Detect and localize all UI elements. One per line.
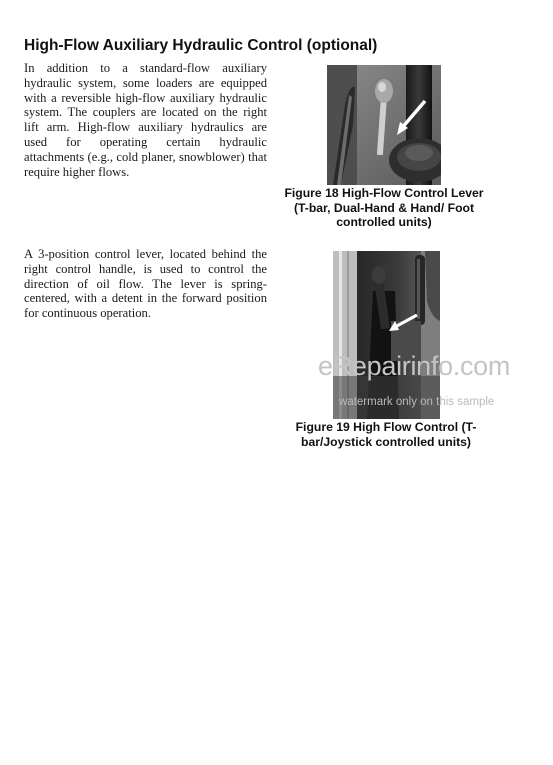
high-flow-control-lever-photo [327, 65, 441, 185]
watermark-sample-note: watermark only on this sample [339, 396, 495, 408]
paragraph-high-flow-intro: In addition to a standard-flow auxiliary hydraulic system, some loaders are equipped with a reversible high-flow auxiliary hydraulic system. The couplers are located on the right lift arm. High-flow auxiliary hydraulics are used for operating certain hydraulic attachments (e.g., cold planer, snowblower) that require higher flows. [24, 61, 267, 179]
figure-19-caption: Figure 19 High Flow Control (T-bar/Joystick controlled units) [295, 420, 477, 449]
figure-18-photo [327, 65, 441, 185]
watermark-site-name: eRepairinfo.com [318, 351, 511, 381]
figure-18-caption: Figure 18 High-Flow Control Lever (T-bar, Dual-Hand & Hand/ Foot controlled units) [284, 186, 484, 230]
figure-19-photo [333, 251, 440, 419]
high-flow-control-joystick-photo [333, 251, 440, 419]
paragraph-control-lever: A 3-position control lever, located behind the right control handle, is used to control the direction of oil flow. The lever is spring-centered, with a detent in the forward position for continuous operation. [24, 247, 267, 321]
section-title: High-Flow Auxiliary Hydraulic Control (optional) [24, 37, 378, 54]
